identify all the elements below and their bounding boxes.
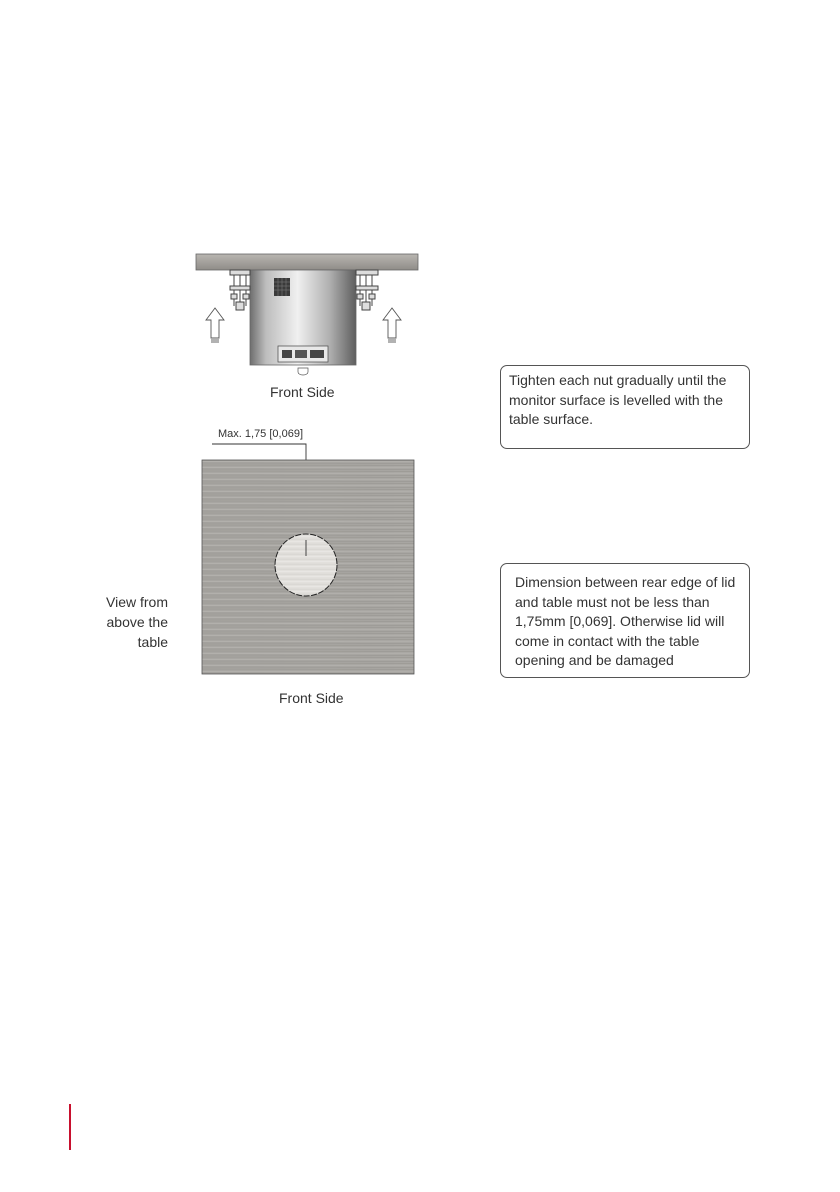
table-top-view-illustration [196, 428, 422, 678]
monitor-front-illustration [190, 248, 430, 376]
dimension-label: Max. 1,75 [0,069] [218, 428, 303, 440]
view-from-above-label: View from above the table [106, 594, 168, 650]
tighten-note-box [500, 365, 750, 449]
table-plank [196, 254, 418, 270]
up-arrow-icon [206, 308, 224, 342]
tighten-note-text: Tighten each nut gradually until the monitor surface is levelled with the table surface. [509, 372, 727, 427]
up-arrow-icon [383, 308, 401, 342]
dimension-note-text: Dimension between rear edge of lid and table must not be less than 1,75mm [0,069]. Otherwise lid will come in contact with the table opening and be damaged [515, 574, 736, 668]
page-margin-accent-rule [69, 1104, 71, 1150]
top-figure-caption: Front Side [270, 384, 335, 400]
dimension-note-box [500, 563, 750, 678]
bottom-figure-caption: Front Side [279, 690, 344, 706]
